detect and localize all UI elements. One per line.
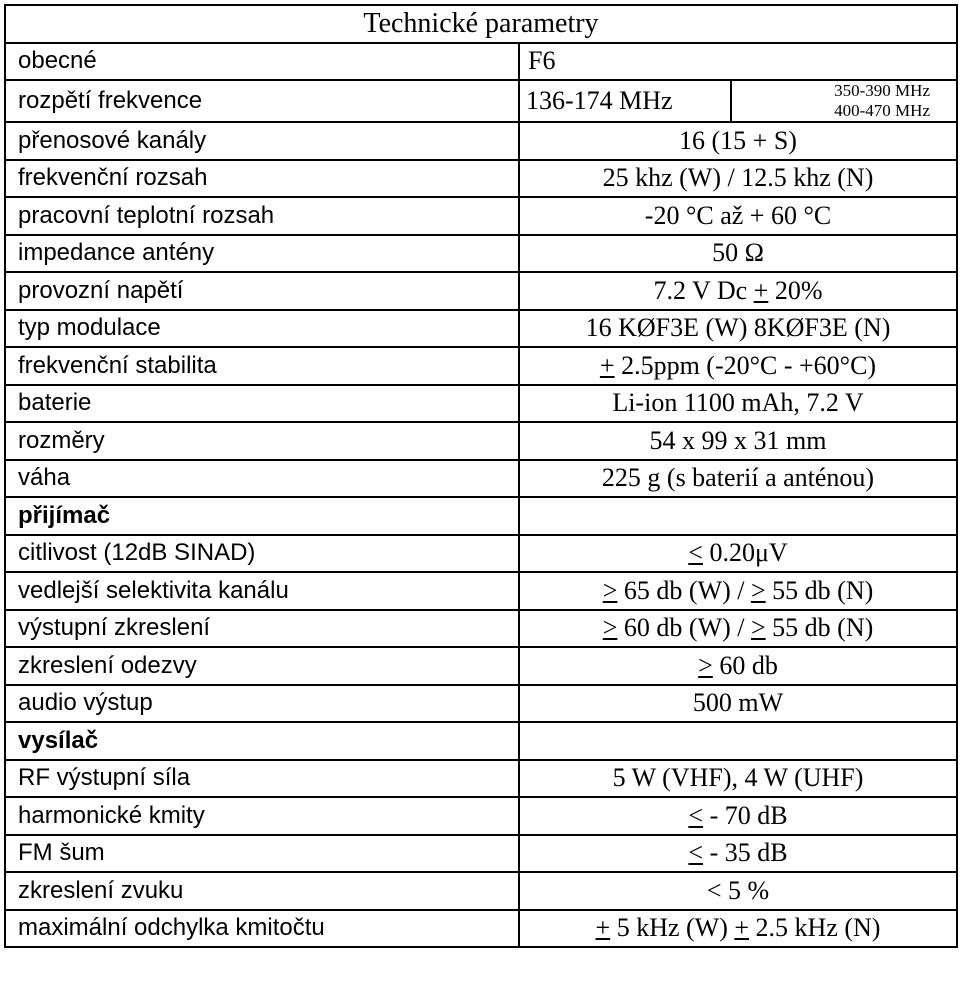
table-row	[5, 347, 957, 385]
row-value	[519, 910, 957, 948]
row-value	[519, 610, 957, 648]
table-row	[5, 385, 957, 423]
transmitter-heading: vysílač	[5, 722, 519, 760]
row-label: frekvenční stabilita	[5, 347, 519, 385]
plus-minus-symbol: +	[734, 913, 750, 943]
row-label: rozpětí frekvence	[5, 80, 519, 122]
comparison-symbol: <	[688, 538, 703, 568]
value-part: 65 db (W) /	[617, 575, 751, 605]
row-value	[519, 272, 957, 310]
value-part: 0.20μV	[702, 538, 788, 568]
table-row	[5, 835, 957, 873]
row-value: 50 Ω	[519, 235, 957, 273]
table-row	[5, 197, 957, 235]
comparison-symbol: >	[751, 613, 766, 643]
table-row	[5, 610, 957, 648]
row-label: FM šum	[5, 835, 519, 873]
value-part: 60 db (W) /	[617, 613, 751, 643]
comparison-symbol: >	[698, 650, 713, 680]
row-value: 500 mW	[519, 685, 957, 723]
table-row	[5, 910, 957, 948]
table-row	[5, 460, 957, 498]
comparison-symbol: >	[602, 575, 618, 605]
plus-minus-symbol: +	[595, 913, 611, 943]
table-title: Technické parametry	[5, 5, 957, 43]
uhf-range-value	[731, 80, 957, 122]
table-row	[5, 43, 957, 81]
table-row	[5, 797, 957, 835]
row-value: Li-ion 1100 mAh, 7.2 V	[519, 385, 957, 423]
comparison-symbol: <	[688, 800, 704, 830]
table-row	[5, 872, 957, 910]
comparison-symbol: <	[688, 838, 704, 868]
uhf-range-2: 400-470 MHz	[834, 101, 930, 120]
plus-minus-symbol: +	[753, 275, 769, 305]
table-row	[5, 572, 957, 610]
row-label: zkreslení odezvy	[5, 647, 519, 685]
row-label: obecné	[5, 43, 519, 81]
value-part: 2.5ppm (-20°C - +60°C)	[614, 350, 877, 380]
row-value	[519, 497, 957, 535]
comparison-symbol: >	[751, 575, 766, 605]
row-value: -20 °C až + 60 °C	[519, 197, 957, 235]
table-row	[5, 647, 957, 685]
row-label: RF výstupní síla	[5, 760, 519, 798]
row-value: 25 khz (W) / 12.5 khz (N)	[519, 160, 957, 198]
row-label: citlivost (12dB SINAD)	[5, 535, 519, 573]
value-part: 55 db (N)	[765, 613, 874, 643]
receiver-heading: přijímač	[5, 497, 519, 535]
row-label: pracovní teplotní rozsah	[5, 197, 519, 235]
table-row	[5, 160, 957, 198]
row-value: < 5 %	[519, 872, 957, 910]
value-part: 5 kHz (W)	[610, 913, 735, 943]
value-part: 20%	[768, 275, 823, 305]
row-label: audio výstup	[5, 685, 519, 723]
table-row	[5, 685, 957, 723]
value-part: - 70 dB	[703, 800, 788, 830]
table-row	[5, 122, 957, 160]
spec-table	[4, 4, 958, 948]
row-value	[519, 835, 957, 873]
uhf-range-1: 350-390 MHz	[834, 81, 930, 100]
value-part: 55 db (N)	[765, 575, 874, 605]
row-value	[519, 647, 957, 685]
row-label: frekvenční rozsah	[5, 160, 519, 198]
row-label: vedlejší selektivita kanálu	[5, 572, 519, 610]
table-row	[5, 80, 957, 122]
plus-minus-symbol: +	[599, 350, 615, 380]
row-label: maximální odchylka kmitočtu	[5, 910, 519, 948]
table-row	[5, 272, 957, 310]
row-label: přenosové kanály	[5, 122, 519, 160]
row-label: harmonické kmity	[5, 797, 519, 835]
row-label: výstupní zkreslení	[5, 610, 519, 648]
value-part: 2.5 kHz (N)	[749, 913, 881, 943]
vhf-range-value: 136-174 MHz	[519, 80, 731, 122]
table-row	[5, 535, 957, 573]
row-label: baterie	[5, 385, 519, 423]
table-row	[5, 235, 957, 273]
row-value	[519, 535, 957, 573]
value-part: 7.2 V Dc	[653, 275, 754, 305]
row-value: 16 KØF3E (W) 8KØF3E (N)	[519, 310, 957, 348]
row-label: rozměry	[5, 422, 519, 460]
model-value: F6	[519, 43, 957, 81]
table-row	[5, 422, 957, 460]
row-value	[519, 347, 957, 385]
row-label: zkreslení zvuku	[5, 872, 519, 910]
row-label: typ modulace	[5, 310, 519, 348]
section-row	[5, 722, 957, 760]
row-label: impedance antény	[5, 235, 519, 273]
value-part: - 35 dB	[703, 838, 788, 868]
row-label: provozní napětí	[5, 272, 519, 310]
table-row	[5, 760, 957, 798]
comparison-symbol: >	[602, 613, 618, 643]
row-value: 54 x 99 x 31 mm	[519, 422, 957, 460]
row-value: 225 g (s baterií a anténou)	[519, 460, 957, 498]
row-value: 16 (15 + S)	[519, 122, 957, 160]
table-row	[5, 310, 957, 348]
section-row	[5, 497, 957, 535]
title-row	[5, 5, 957, 43]
value-part: 60 db	[712, 650, 778, 680]
row-value	[519, 797, 957, 835]
row-value	[519, 572, 957, 610]
row-value: 5 W (VHF), 4 W (UHF)	[519, 760, 957, 798]
row-label: váha	[5, 460, 519, 498]
row-value	[519, 722, 957, 760]
spec-sheet	[4, 4, 956, 948]
